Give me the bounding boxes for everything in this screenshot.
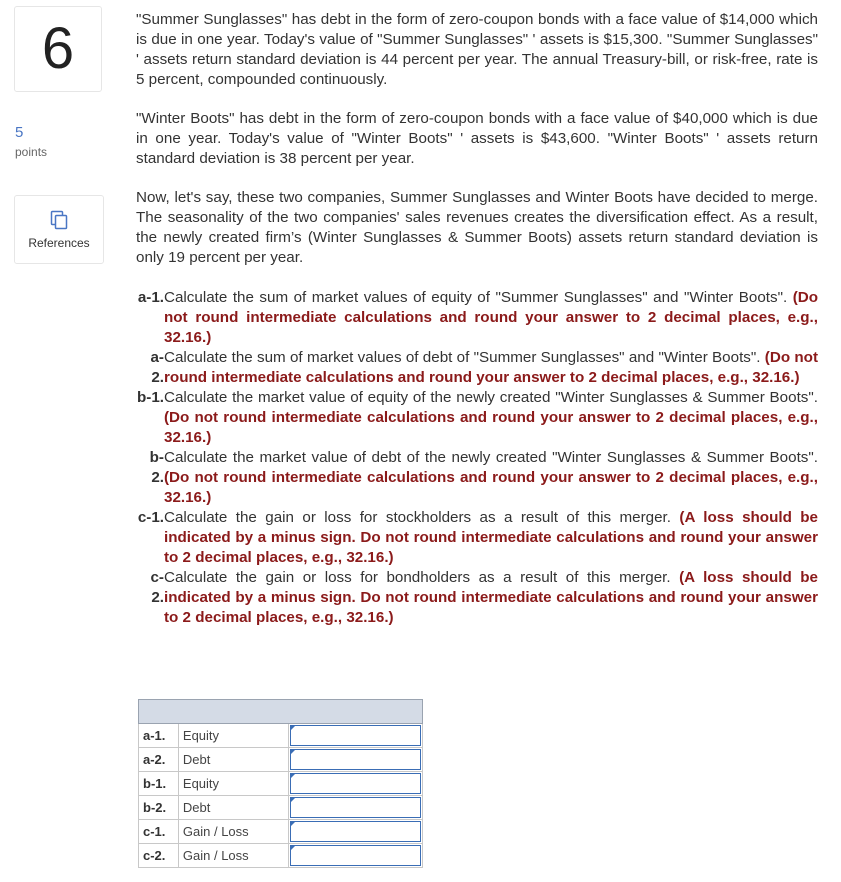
sub-question-label: c- 2. xyxy=(150,569,164,606)
answer-input-b1[interactable] xyxy=(290,773,421,794)
references-icon xyxy=(50,210,68,230)
answer-row-name: Debt xyxy=(178,796,288,820)
sub-question-text: Calculate the gain or loss for stockholders as a result of this merger. (A loss should be indicated by a minus sign. Do not round intermediate calculations and round your answer to 2 decimal places, e.g., 32.16.) xyxy=(164,509,818,566)
question-number: 6 xyxy=(41,16,75,81)
paragraph-merger: Now, let's say, these two companies, Summer Sunglasses and Winter Boots have decided to merge. The seasonality of the two companies' sales revenues creates the diversification effect. As a result, the newly created firm’s (Winter Sunglasses & Summer Boots) assets return standard deviation is only 19 percent per year. xyxy=(136,189,818,266)
input-marker-icon xyxy=(290,773,296,779)
input-marker-icon xyxy=(290,797,296,803)
sub-question-list xyxy=(136,288,818,628)
points-label: points xyxy=(15,145,48,159)
sub-question-text: Calculate the sum of market values of equity of "Summer Sunglasses" and "Winter Boots". (Do not round intermediate calculations and round your answer to 2 decimal places, e.g., 32.16.) xyxy=(164,289,818,346)
sub-question-a2 xyxy=(136,348,818,388)
answer-row-c1 xyxy=(139,820,423,844)
sub-question-label: c-1. xyxy=(137,509,164,526)
answer-row-label: a-1. xyxy=(139,724,179,748)
input-marker-icon xyxy=(290,725,296,731)
sub-question-a1 xyxy=(136,288,818,348)
answer-row-label: c-1. xyxy=(139,820,179,844)
answer-input-a1[interactable] xyxy=(290,725,421,746)
sub-question-text: Calculate the gain or loss for bondholders as a result of this merger. (A loss should be indicated by a minus sign. Do not round intermediate calculations and round your answer to 2 decimal places, e.g., 32.16.) xyxy=(164,569,818,626)
answer-row-label: a-2. xyxy=(139,748,179,772)
answer-row-name: Equity xyxy=(178,772,288,796)
paragraph-summer-sunglasses: "Summer Sunglasses" has debt in the form of zero-coupon bonds with a face value of $14,000 which is due in one year. Today's value of "Summer Sunglasses" ' assets is $15,300. "Summer Sunglasses" ' assets return standard deviation is 44 percent per year. The annual Treasury-bill, or risk-free, rate is 5 percent, compounded continuously. xyxy=(136,11,818,88)
answer-row-name: Gain / Loss xyxy=(178,820,288,844)
answer-row-a2 xyxy=(139,748,423,772)
sub-question-text: Calculate the market value of debt of the newly created "Winter Sunglasses & Summer Boots". (Do not round intermediate calculations and round your answer to 2 decimal places, e.g., 32.16.) xyxy=(164,449,818,506)
sub-question-b1 xyxy=(136,388,818,448)
references-label: References xyxy=(28,235,90,250)
instruction-text: (Do not round intermediate calculations and round your answer to 2 decimal places, e.g., 32.16.) xyxy=(164,289,818,346)
question-content xyxy=(136,10,818,628)
answer-row-name: Gain / Loss xyxy=(178,844,288,868)
input-marker-icon xyxy=(290,821,296,827)
answer-input-c1[interactable] xyxy=(290,821,421,842)
answer-row-label: b-1. xyxy=(139,772,179,796)
instruction-text: (Do not round intermediate calculations and round your answer to 2 decimal places, e.g., 32.16.) xyxy=(164,409,818,446)
answer-row-c2 xyxy=(139,844,423,868)
sub-question-c1 xyxy=(136,508,818,568)
answer-row-name: Equity xyxy=(178,724,288,748)
sub-question-b2 xyxy=(136,448,818,508)
answer-row-a1 xyxy=(139,724,423,748)
input-marker-icon xyxy=(290,749,296,755)
points-value: 5 xyxy=(15,124,24,141)
input-marker-icon xyxy=(290,845,296,851)
sub-question-c2 xyxy=(136,568,818,628)
answer-row-b2 xyxy=(139,796,423,820)
answer-input-c2[interactable] xyxy=(290,845,421,866)
sub-question-label: a- 2. xyxy=(150,349,164,386)
sub-question-label: b-1. xyxy=(136,389,164,406)
instruction-text: (Do not round intermediate calculations and round your answer to 2 decimal places, e.g., 32.16.) xyxy=(164,349,819,386)
instruction-text: (A loss should be indicated by a minus sign. Do not round intermediate calculations and round your answer to 2 decimal places, e.g., 32.16.) xyxy=(164,509,818,566)
answer-row-b1 xyxy=(139,772,423,796)
question-number-box xyxy=(14,6,102,92)
answer-table-header xyxy=(139,700,423,724)
sub-question-text: Calculate the sum of market values of debt of "Summer Sunglasses" and "Winter Boots". (Do not round intermediate calculations and round your answer to 2 decimal places, e.g., 32.16.) xyxy=(164,349,819,386)
sub-question-label: a-1. xyxy=(137,289,164,306)
paragraph-winter-boots: "Winter Boots" has debt in the form of zero-coupon bonds with a face value of $40,000 which is due in one year. Today's value of "Winter Boots" ' assets is $43,600. "Winter Boots" ' assets return standard deviation is 38 percent per year. xyxy=(136,110,818,167)
answer-row-name: Debt xyxy=(178,748,288,772)
sub-question-text: Calculate the market value of equity of the newly created "Winter Sunglasses & Summer Boots". (Do not round intermediate calculations and round your answer to 2 decimal places, e.g., 32.16.) xyxy=(164,389,818,446)
answer-row-label: b-2. xyxy=(139,796,179,820)
instruction-text: (A loss should be indicated by a minus sign. Do not round intermediate calculations and round your answer to 2 decimal places, e.g., 32.16.) xyxy=(164,569,818,626)
answer-table xyxy=(138,699,423,868)
references-button[interactable] xyxy=(14,195,104,264)
answer-row-label: c-2. xyxy=(139,844,179,868)
sub-question-label: b- 2. xyxy=(149,449,164,486)
answer-input-a2[interactable] xyxy=(290,749,421,770)
points-indicator xyxy=(15,124,95,160)
instruction-text: (Do not round intermediate calculations and round your answer to 2 decimal places, e.g., 32.16.) xyxy=(164,469,818,506)
answer-input-b2[interactable] xyxy=(290,797,421,818)
